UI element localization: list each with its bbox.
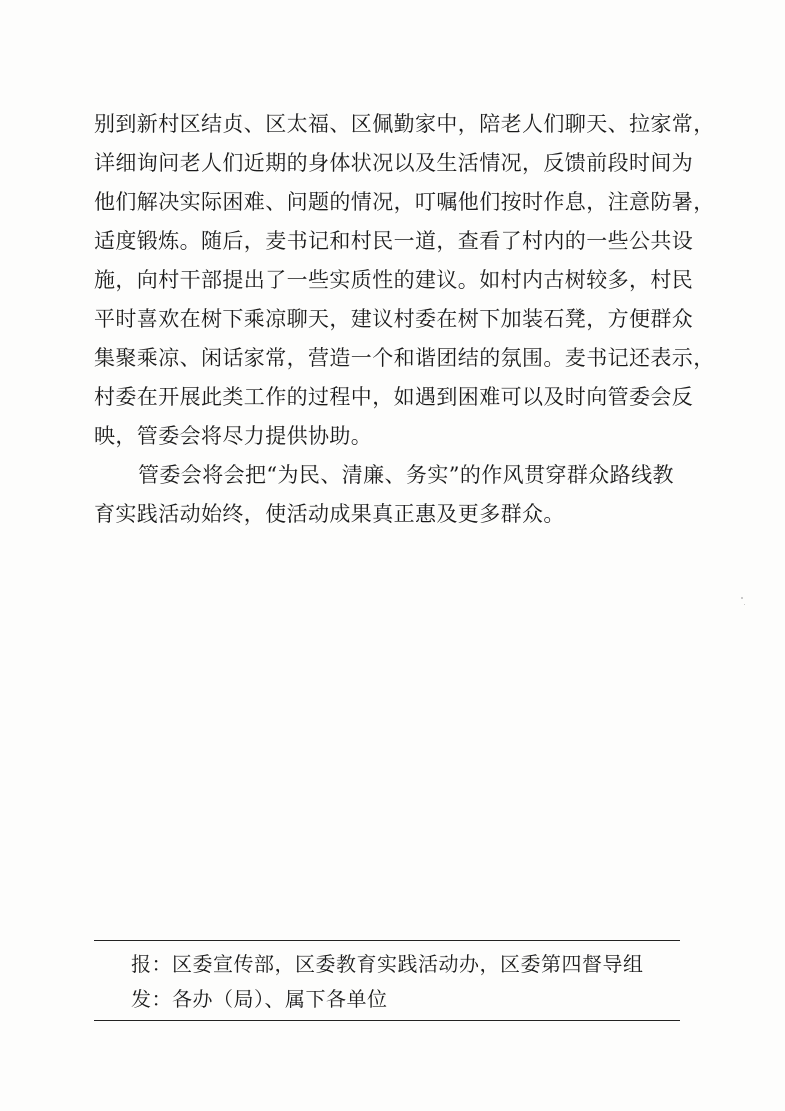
footer-bottom-rule — [94, 1020, 680, 1021]
scan-speck — [741, 597, 743, 599]
body-line: 平时喜欢在树下乘凉聊天，建议村委在树下加装石凳，方便群众 — [94, 307, 694, 331]
issue-recipients: 发：各办（局）、属下各单位 — [131, 987, 388, 1011]
body-line: 集聚乘凉、闲话家常，营造一个和谐团结的氛围。麦书记还表示， — [94, 346, 715, 370]
closing-line: 管委会将会把“为民、清廉、务实”的作风贯穿群众路线教 — [138, 463, 674, 487]
report-recipients: 报：区委宣传部，区委教育实践活动办，区委第四督导组 — [131, 952, 644, 976]
closing-line: 育实践活动始终，使活动成果真正惠及更多群众。 — [94, 502, 565, 526]
body-line: 详细询问老人们近期的身体状况以及生活情况，反馈前段时间为 — [94, 151, 694, 175]
body-line: 别到新村区结贞、区太福、区佩勤家中，陪老人们聊天、拉家常， — [94, 112, 715, 136]
scan-speck — [744, 604, 745, 605]
body-line: 他们解决实际困难、问题的情况，叮嘱他们按时作息，注意防暑， — [94, 190, 715, 214]
body-line: 适度锻炼。随后，麦书记和村民一道，查看了村内的一些公共设 — [94, 229, 694, 253]
document-body — [94, 105, 715, 534]
body-line: 映，管委会将尽力提供协助。 — [94, 424, 373, 448]
body-line: 施，向村干部提出了一些实质性的建议。如村内古树较多，村民 — [94, 268, 694, 292]
footer-top-rule — [94, 940, 680, 941]
body-line: 村委在开展此类工作的过程中，如遇到困难可以及时向管委会反 — [94, 385, 694, 409]
